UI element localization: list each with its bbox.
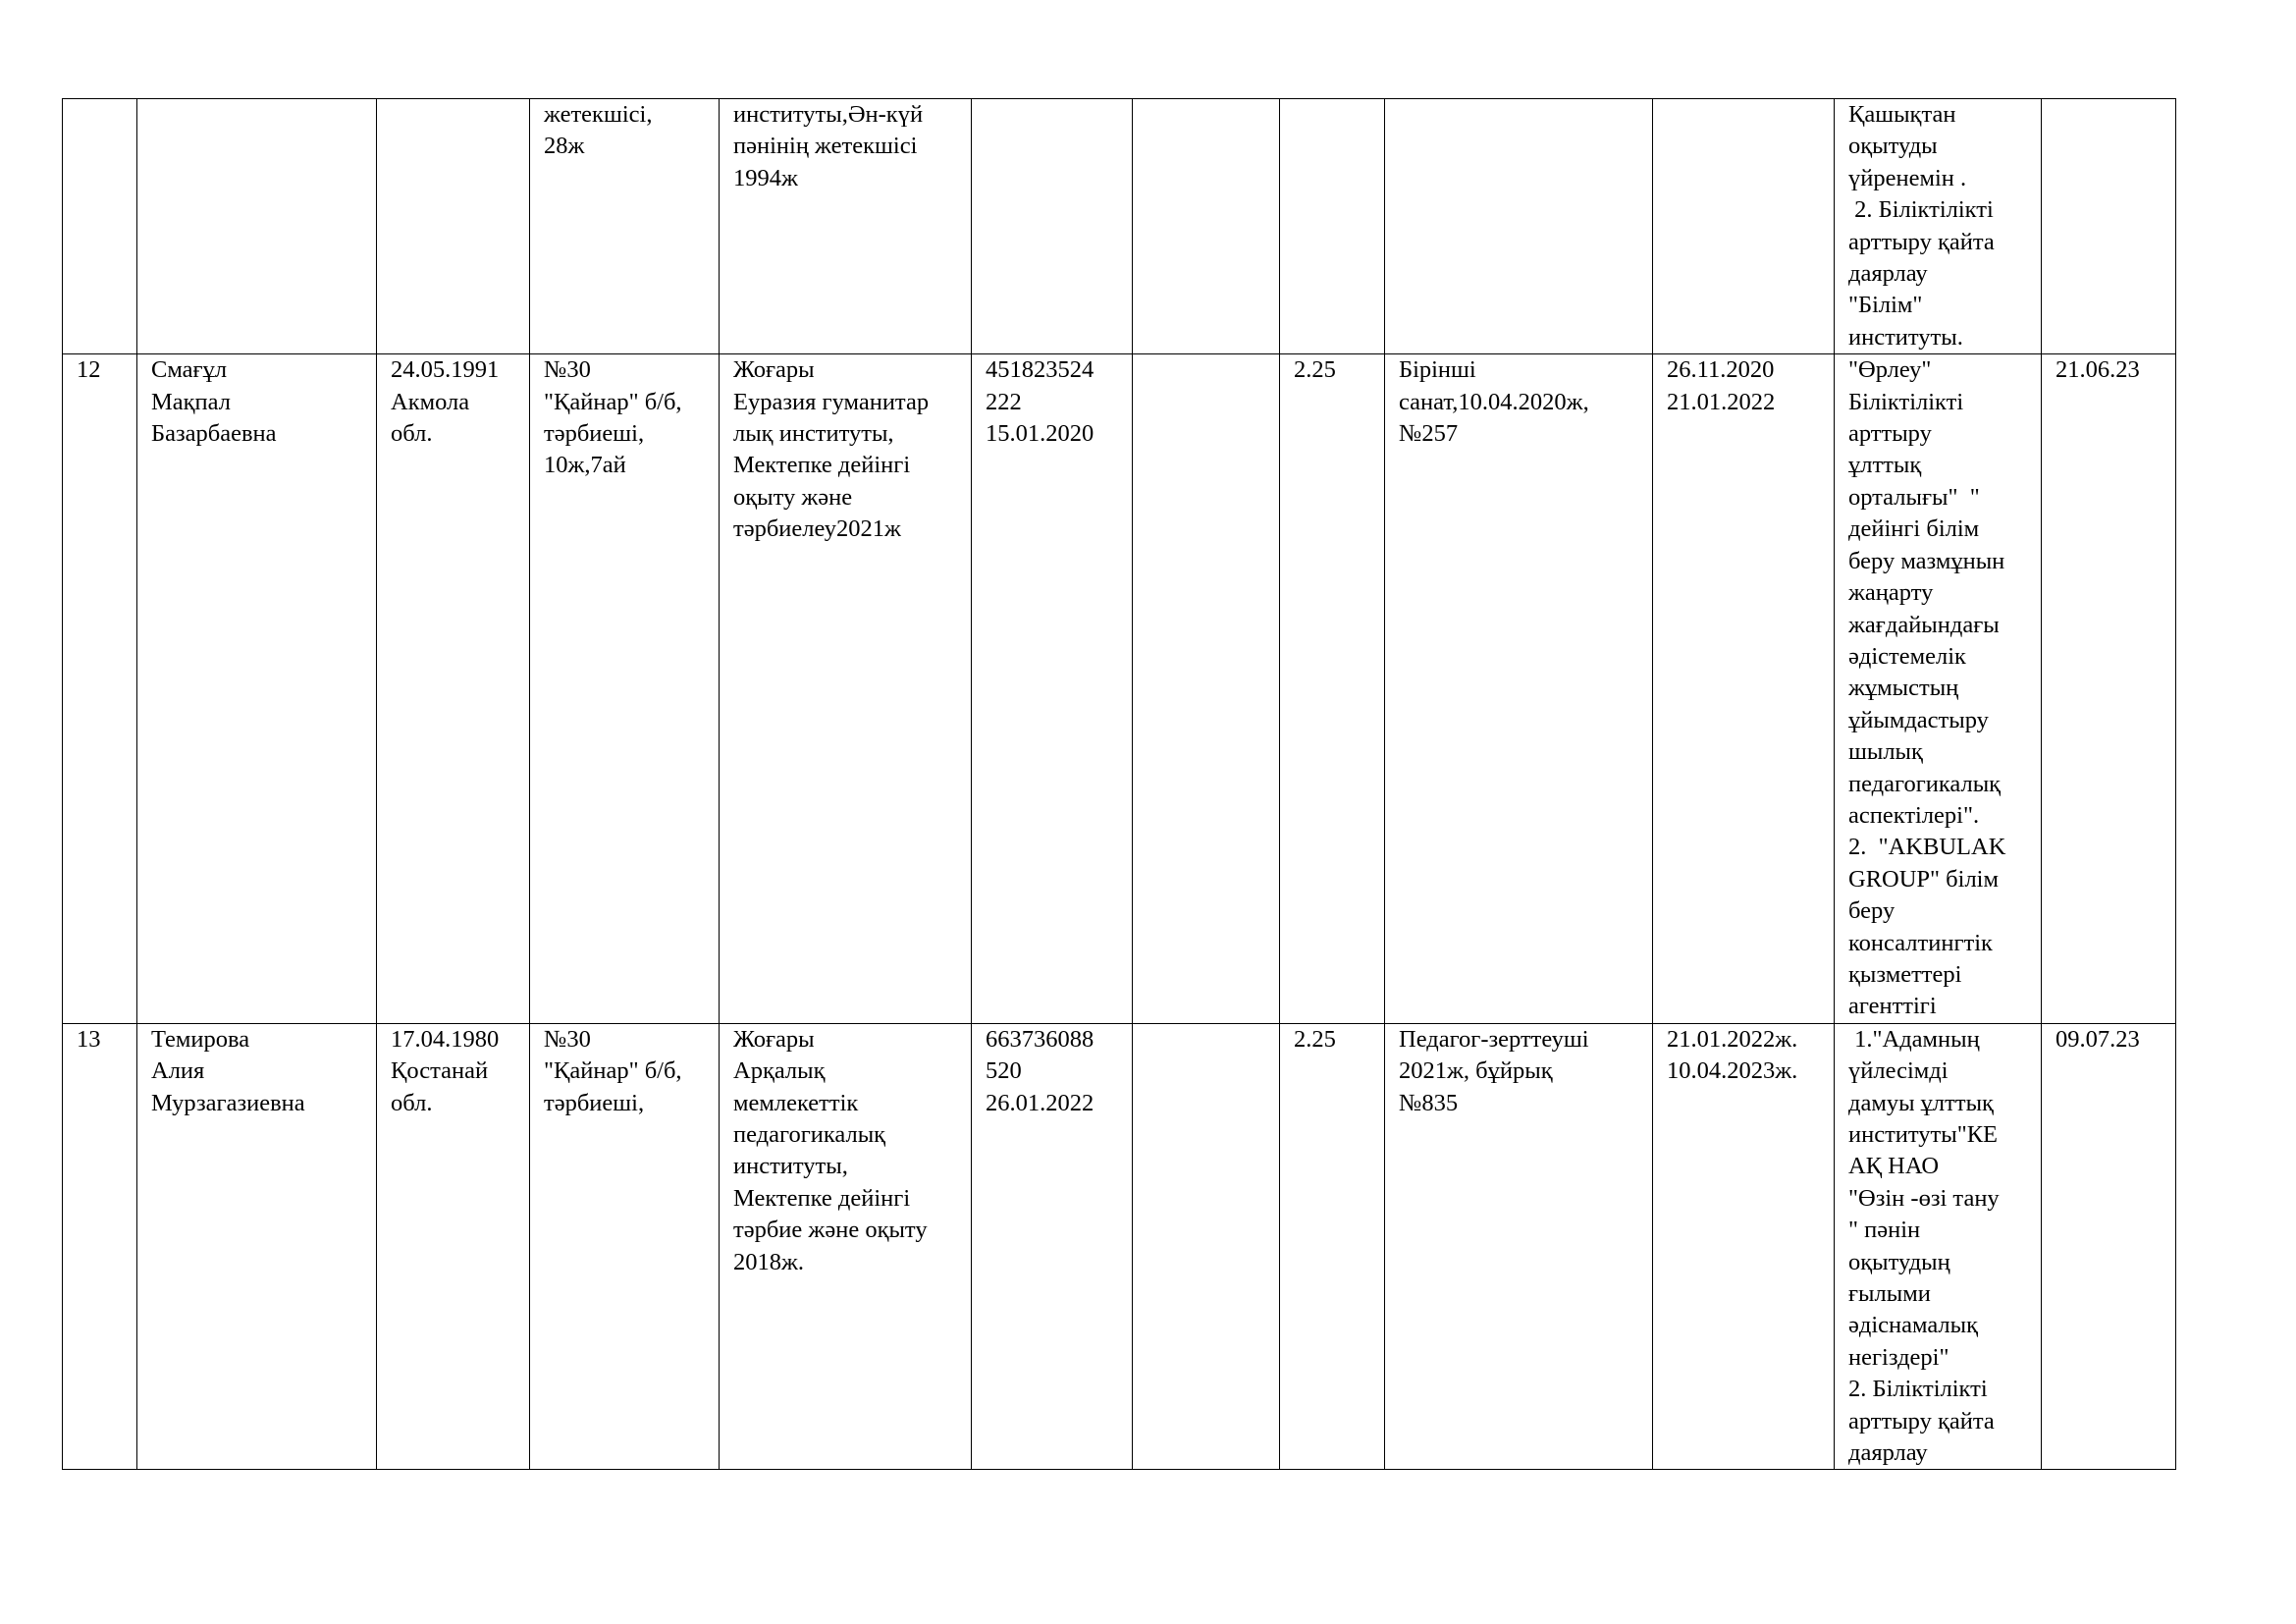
cell-text-line: жұмыстың [1848,675,1959,702]
cell-text-line: 2. Біліктілікті [1848,196,1994,224]
cell-text-line: орталығы" " [1848,483,1980,511]
cell-text-line: Педагог-зерттеуші [1399,1025,1589,1053]
cell-text-line: №257 [1399,420,1459,448]
cell-text-line: 451823524 [986,356,1095,384]
cell-text-line: 663736088 [986,1025,1095,1053]
cell-birth [377,1023,530,1470]
cell-text-line: 10ж,7ай [544,452,626,479]
cell-text-line: 15.01.2020 [986,420,1095,448]
cell-text-line: беру [1848,897,1896,925]
cell-text-line: оқыту және [733,483,853,511]
cell-text-line: 26.11.2020 [1667,356,1775,384]
cell-text-line: GROUP" білім [1848,865,1999,893]
cell-text-line: институты,Ән-күй [733,101,924,128]
cell-diploma [972,99,1133,354]
cell-text-line: "Өрлеу" [1848,356,1932,384]
cell-text-line: 26.01.2022 [986,1089,1095,1116]
cell-education [720,354,972,1024]
cell-text-line: институты. [1848,323,1963,351]
cell-text-line: негіздері" [1848,1343,1949,1371]
cell-text-line: аспектілері". [1848,801,1980,829]
table-row [63,99,2176,354]
cell-text-line: арттыру қайта [1848,1407,1995,1435]
cell-text-line: 520 [986,1057,1022,1085]
cell-text-line: Алия [151,1057,205,1085]
cell-text-line: үйренемін . [1848,164,1967,191]
cell-text-line: тәрбиеші, [544,1089,645,1116]
cell-diploma [972,354,1133,1024]
cell-text-line: "Білім" [1848,292,1923,319]
cell-text-line: дамуы ұлттық [1848,1089,1994,1116]
cell-text-line: 2. "AKBULAK [1848,834,2006,861]
cell-text-line: №835 [1399,1089,1459,1116]
cell-last-date [2042,1023,2176,1470]
cell-text-line: институты"КЕ [1848,1121,1999,1148]
cell-text-line: АҚ НАО [1848,1153,1940,1180]
cell-text-line: Арқалық [733,1057,826,1085]
cell-dates [1653,99,1835,354]
cell-text-line: Қостанай [391,1057,489,1085]
cell-text-line: беру мазмұнын [1848,547,2005,574]
cell-text-line: 2021ж, бұйрық [1399,1057,1553,1085]
cell-text-line: обл. [391,420,433,448]
cell-text-line: 10.04.2023ж. [1667,1057,1798,1085]
cell-courses [1835,1023,2042,1470]
cell-number [63,354,137,1024]
cell-workplace [530,99,720,354]
cell-text-line: әдіснамалық [1848,1312,1979,1339]
cell-full-name [137,99,377,354]
cell-text-line: үйлесімді [1848,1057,1949,1085]
cell-text-line: Мақпал [151,388,231,415]
cell-courses [1835,354,2042,1024]
cell-text-line: 1."Адамның [1848,1025,1980,1053]
cell-courses [1835,99,2042,354]
cell-text-line: "Өзін -өзі тану [1848,1184,2000,1212]
cell-text-line: ұйымдастыру [1848,706,1989,733]
cell-text-line: жетекшісі, [544,101,653,128]
cell-text-line: 2. Біліктілікті [1848,1376,1988,1403]
cell-text-line: 13 [77,1025,101,1053]
cell-text-line: агенттігі [1848,993,1937,1020]
cell-text-line: оқытуды [1848,133,1938,160]
cell-text-line: Акмола [391,388,470,415]
cell-text-line: Темирова [151,1025,250,1053]
cell-last-date [2042,99,2176,354]
cell-dates [1653,1023,1835,1470]
cell-text-line: пәнінің жетекшісі [733,133,918,160]
cell-text-line: Жоғары [733,1025,815,1053]
cell-education [720,1023,972,1470]
cell-birth [377,354,530,1024]
cell-dates [1653,354,1835,1024]
cell-empty [1133,99,1280,354]
cell-text-line: Қашықтан [1848,101,1956,128]
cell-text-line: 17.04.1980 [391,1025,500,1053]
cell-full-name [137,1023,377,1470]
cell-text-line: ұлттық [1848,452,1922,479]
cell-category [1385,354,1653,1024]
cell-text-line: даярлау [1848,260,1928,288]
cell-text-line: Біліктілікті [1848,388,1964,415]
cell-rate [1280,1023,1385,1470]
cell-text-line: Еуразия гуманитар [733,388,930,415]
cell-text-line: педагогикалық [1848,770,2002,797]
table-row [63,354,2176,1024]
cell-text-line: 12 [77,356,101,384]
cell-empty [1133,354,1280,1024]
cell-text-line: жағдайындағы [1848,611,2000,638]
cell-text-line: Бірінші [1399,356,1476,384]
cell-text-line: обл. [391,1089,433,1116]
cell-text-line: 09.07.23 [2056,1025,2140,1053]
cell-number [63,99,137,354]
cell-text-line: тәрбиелеу2021ж [733,515,901,543]
cell-text-line: ғылыми [1848,1280,1931,1308]
cell-number [63,1023,137,1470]
cell-text-line: Мектепке дейінгі [733,452,911,479]
cell-text-line: 24.05.1991 [391,356,500,384]
cell-text-line: тәрбиеші, [544,420,645,448]
cell-text-line: 21.01.2022 [1667,388,1776,415]
cell-workplace [530,354,720,1024]
cell-text-line: 21.06.23 [2056,356,2140,384]
cell-birth [377,99,530,354]
cell-text-line: " пәнін [1848,1217,1921,1244]
cell-text-line: Базарбаевна [151,420,277,448]
cell-text-line: педагогикалық [733,1121,886,1148]
cell-text-line: 222 [986,388,1022,415]
cell-education [720,99,972,354]
cell-text-line: "Қайнар" б/б, [544,388,682,415]
cell-text-line: консалтингтік [1848,929,1993,956]
cell-rate [1280,354,1385,1024]
cell-text-line: әдістемелік [1848,642,1966,670]
cell-diploma [972,1023,1133,1470]
cell-text-line: 2018ж. [733,1248,805,1275]
cell-text-line: 2.25 [1294,1025,1336,1053]
cell-full-name [137,354,377,1024]
cell-text-line: лық институты, [733,420,894,448]
cell-text-line: 2.25 [1294,356,1336,384]
cell-text-line: Мектепке дейінгі [733,1184,911,1212]
cell-text-line: оқытудың [1848,1248,1950,1275]
cell-text-line: мемлекеттік [733,1089,859,1116]
cell-text-line: қызметтері [1848,960,1962,988]
cell-rate [1280,99,1385,354]
cell-text-line: 21.01.2022ж. [1667,1025,1798,1053]
cell-category [1385,99,1653,354]
cell-last-date [2042,354,2176,1024]
cell-text-line: №30 [544,1025,591,1053]
cell-text-line: арттыру [1848,420,1932,448]
cell-text-line: жаңарту [1848,579,1934,607]
cell-text-line: 1994ж [733,164,798,191]
table-row [63,1023,2176,1470]
cell-category [1385,1023,1653,1470]
cell-text-line: №30 [544,356,591,384]
cell-text-line: арттыру қайта [1848,228,1995,255]
cell-text-line: даярлау [1848,1439,1928,1467]
staff-table [62,98,2176,1470]
cell-text-line: Мурзагазиевна [151,1089,305,1116]
cell-text-line: 28ж [544,133,585,160]
cell-empty [1133,1023,1280,1470]
cell-text-line: санат,10.04.2020ж, [1399,388,1589,415]
cell-text-line: Смағұл [151,356,228,384]
cell-text-line: шылық [1848,738,1923,766]
cell-text-line: дейінгі білім [1848,515,1980,543]
cell-workplace [530,1023,720,1470]
cell-text-line: "Қайнар" б/б, [544,1057,682,1085]
cell-text-line: институты, [733,1153,848,1180]
cell-text-line: Жоғары [733,356,815,384]
cell-text-line: тәрбие және оқыту [733,1217,928,1244]
